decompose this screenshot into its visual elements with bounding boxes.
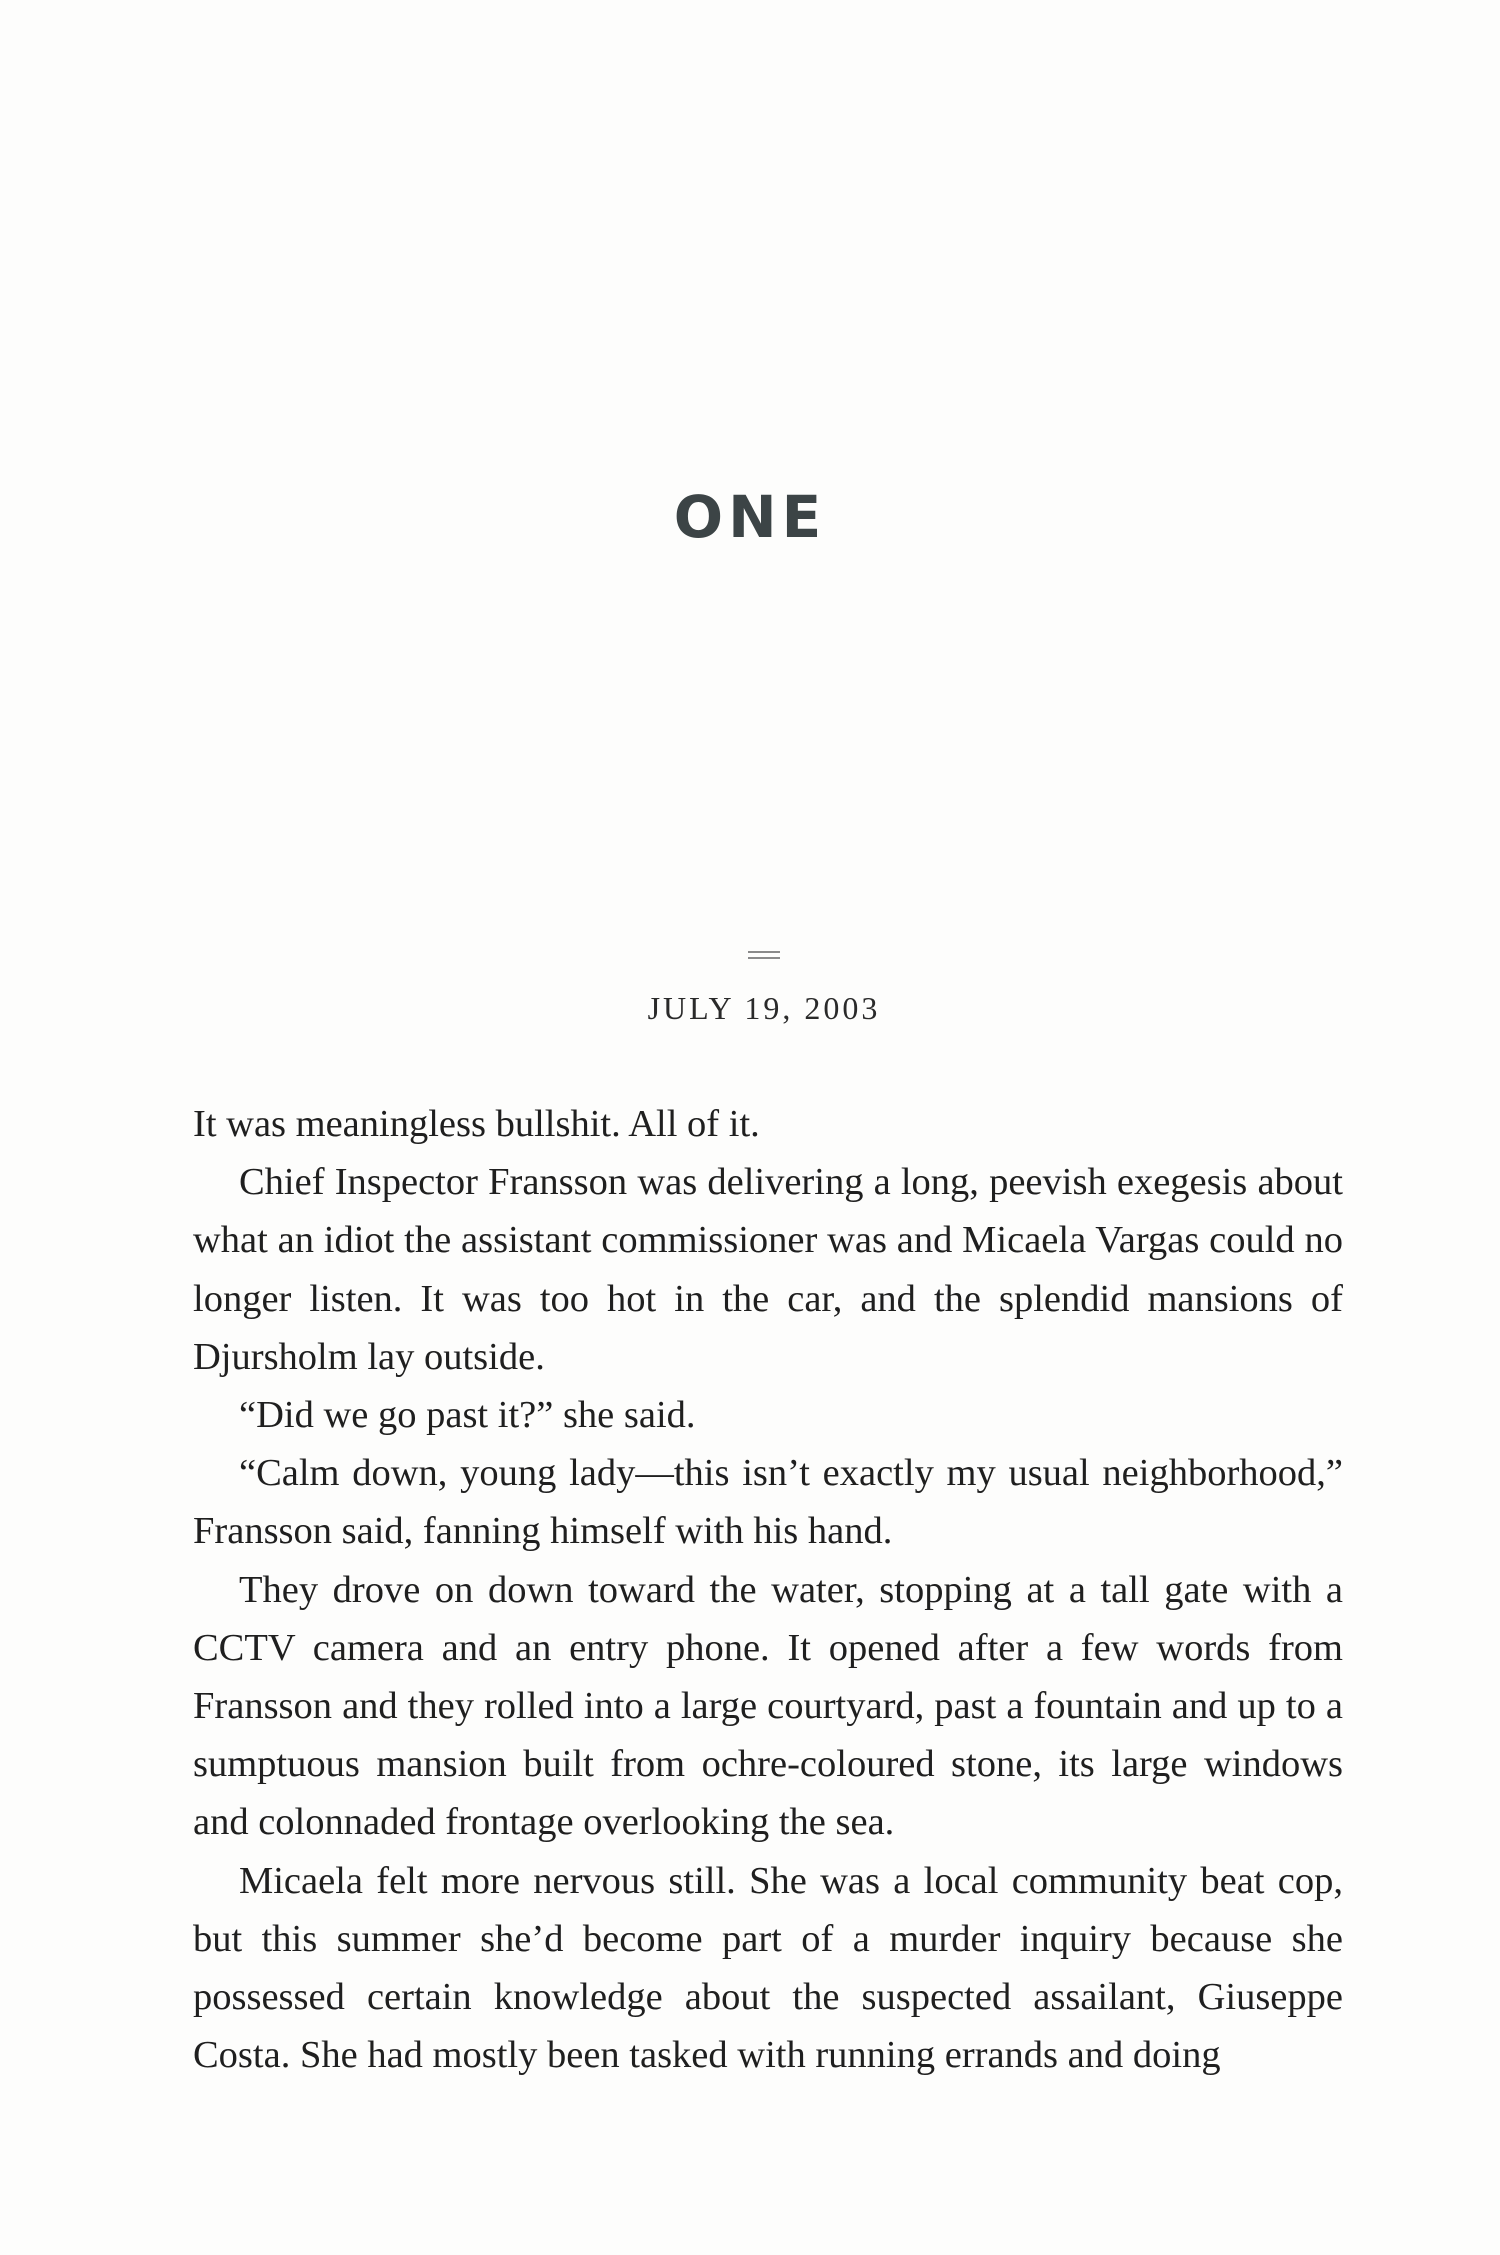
chapter-date: JULY 19, 2003 — [647, 990, 881, 1026]
paragraph: They drove on down toward the water, stopping at a tall gate with a CCTV camera and an entry phone. It opened after a few words from Fransson and they rolled into a large courtyard, past a fountain and up to a sumptuous mansion built from ochre-coloured stone, its large windows and colonnaded frontage overlooking the sea. — [193, 1568, 1343, 1844]
chapter-title: ONE — [673, 483, 827, 551]
ornament-divider — [748, 951, 780, 959]
body-text — [193, 1095, 1343, 2084]
paragraph: “Calm down, young lady—this isn’t exactly my usual neighborhood,” Fransson said, fanning himself with his hand. — [193, 1452, 1343, 1553]
paragraph: It was meaningless bullshit. All of it. — [193, 1103, 760, 1145]
paragraph: Chief Inspector Fransson was delivering a long, peevish exegesis about what an idiot the assistant commissioner was and Micaela Vargas could no longer listen. It was too hot in the car, and the splendid mansions of Djursholm lay outside. — [193, 1161, 1343, 1378]
paragraph: Micaela felt more nervous still. She was a local community beat cop, but this summer she’d become part of a murder inquiry because she possessed certain knowledge about the suspected assailant, Giuseppe Costa. She had mostly been tasked with running errands and doing — [193, 1859, 1343, 2077]
paragraph: “Did we go past it?” she said. — [239, 1394, 696, 1437]
